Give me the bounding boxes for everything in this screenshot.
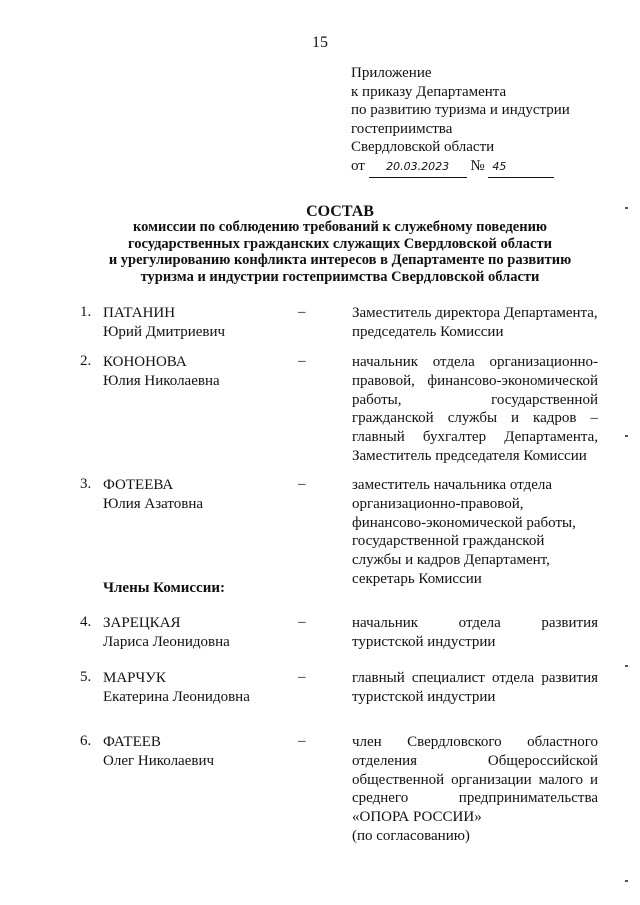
- role-line: (по согласованию): [352, 827, 470, 844]
- handwritten-number: 45: [488, 158, 554, 178]
- entry-name: [103, 304, 225, 342]
- role-line: работы, государственной: [352, 391, 598, 408]
- handwritten-date: 20.03.2023: [369, 158, 467, 178]
- date-prefix: от: [351, 157, 365, 174]
- entry-given-name: Юлия Азатовна: [103, 495, 204, 512]
- entry-given-name: Лариса Леонидовна: [103, 633, 230, 650]
- entry-name: [103, 476, 203, 514]
- role-line: правовой, финансово-экономической: [352, 372, 598, 389]
- entry-surname: ПАТАНИН: [103, 305, 176, 321]
- annex-line: по развитию туризма и индустрии: [351, 102, 570, 119]
- entry-number: 5.: [80, 669, 92, 685]
- entry-given-name: Олег Николаевич: [103, 752, 215, 769]
- entry-number: 6.: [80, 733, 92, 749]
- entry-name: [103, 353, 220, 391]
- role-line: главный бухгалтер Департамента,: [352, 429, 598, 446]
- entry-given-name: Юлия Николаевна: [103, 372, 220, 389]
- entry-number: 4.: [80, 614, 92, 630]
- entry-name: [103, 614, 230, 652]
- role-line: Заместитель председателя Комиссии: [352, 447, 587, 464]
- role-line: общественной организации малого и: [352, 771, 598, 788]
- entry-number: 2.: [80, 353, 92, 369]
- role-line: отделения Общероссийской: [352, 752, 598, 769]
- role-line: «ОПОРА РОССИИ»: [352, 809, 482, 826]
- role-line: член Свердловского областного: [352, 734, 598, 750]
- role-line: Заместитель директора Департамента,: [352, 305, 598, 321]
- entry-role: [352, 669, 598, 707]
- subtitle-line: туризма и индустрии гостеприимства Свердловской области: [140, 268, 540, 285]
- role-line: службы и кадров Департамент,: [352, 552, 550, 569]
- entry-given-name: Екатерина Леонидовна: [103, 688, 250, 705]
- document-title: СОСТАВ: [306, 203, 374, 220]
- subtitle-line: государственных гражданских служащих Свердловской области: [128, 235, 552, 252]
- entry-role: [352, 304, 598, 342]
- entry-dash: –: [298, 304, 306, 320]
- role-line: начальник отдела развития: [352, 615, 598, 631]
- role-line: туристской индустрии: [352, 688, 496, 705]
- role-line: главный специалист отдела развития: [352, 670, 598, 686]
- annex-line: Приложение: [351, 65, 432, 81]
- entry-surname: МАРЧУК: [103, 670, 166, 686]
- role-line: секретарь Комиссии: [352, 570, 482, 587]
- entry-number: 1.: [80, 304, 92, 320]
- entry-dash: –: [298, 353, 306, 369]
- role-line: туристской индустрии: [352, 633, 496, 650]
- subtitle-line: и урегулированию конфликта интересов в Департаменте по развитию: [108, 252, 572, 269]
- subtitle-line: комиссии по соблюдению требований к служебному поведению: [132, 219, 548, 235]
- members-heading: Члены Комиссии:: [103, 580, 225, 596]
- scan-speck: [625, 435, 628, 437]
- role-line: среднего предпринимательства: [352, 790, 598, 807]
- document-subtitle: [60, 219, 620, 285]
- scan-speck: [625, 207, 628, 209]
- number-prefix: №: [470, 157, 485, 174]
- role-line: организационно-правовой,: [352, 495, 524, 512]
- entry-name: [103, 733, 214, 771]
- role-line: заместитель начальника отдела: [352, 477, 552, 493]
- entry-surname: ЗАРЕЦКАЯ: [103, 615, 181, 631]
- annex-date-line: [351, 157, 570, 176]
- role-line: начальник отдела организационно-: [352, 354, 598, 370]
- entry-role: [352, 733, 598, 846]
- entry-role: [352, 614, 598, 652]
- entry-dash: –: [298, 733, 306, 749]
- entry-surname: КОНОНОВА: [103, 354, 187, 370]
- entry-dash: –: [298, 476, 306, 492]
- page-number: 15: [312, 34, 328, 51]
- entry-given-name: Юрий Дмитриевич: [103, 323, 226, 340]
- annex-line: гостеприимства: [351, 120, 453, 137]
- entry-dash: –: [298, 614, 306, 630]
- entry-name: [103, 669, 250, 707]
- role-line: государственной гражданской: [352, 533, 545, 550]
- role-line: финансово-экономической работы,: [352, 514, 576, 531]
- entry-role: [352, 476, 598, 589]
- scan-speck: [625, 665, 628, 667]
- annex-line: к приказу Департамента: [351, 83, 507, 100]
- role-line: председатель Комиссии: [352, 323, 504, 340]
- annex-line: Свердловской области: [351, 139, 495, 156]
- role-line: гражданской службы и кадров –: [352, 410, 598, 427]
- annex-header: [351, 64, 570, 176]
- entry-role: [352, 353, 598, 466]
- entry-surname: ФАТЕЕВ: [103, 734, 161, 750]
- entry-surname: ФОТЕЕВА: [103, 477, 174, 493]
- entry-dash: –: [298, 669, 306, 685]
- entry-number: 3.: [80, 476, 92, 492]
- scan-speck: [625, 880, 628, 882]
